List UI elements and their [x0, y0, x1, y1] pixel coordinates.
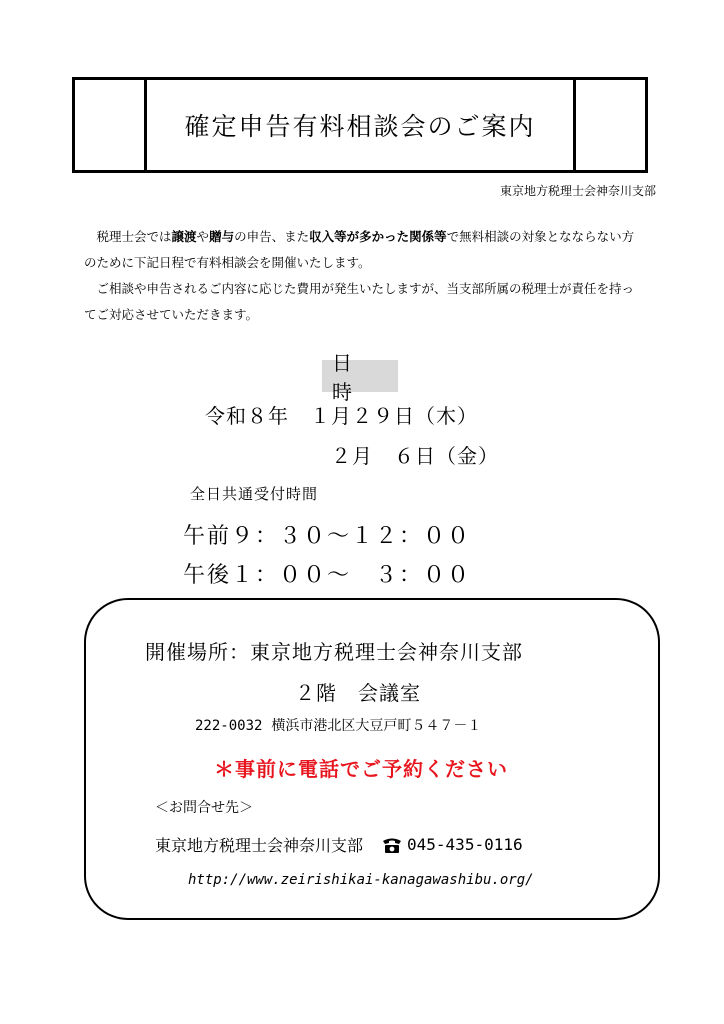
reception-time-am: 午前９：３０～１２：００ [183, 524, 472, 549]
street-address: 横浜市港北区大豆戸町５４７－１ [271, 718, 482, 734]
intro-emphasis: 収入等が多かった関係等 [309, 229, 447, 244]
intro-text-segment: や [196, 229, 210, 244]
title-box-left-cell [75, 80, 147, 170]
page-title: 確定申告有料相談会のご案内 [184, 112, 536, 141]
venue-room: ２階 会議室 [295, 681, 421, 705]
website-url[interactable]: http://www.zeirishikai-kanagawashibu.org/ [188, 872, 534, 888]
intro-text-segment: で無料相談の対象となならない方のために下記日程で有料相談会を開催いたします。 [84, 229, 635, 270]
intro-emphasis: 贈与 [209, 229, 235, 244]
schedule-date-2: ２月 ６日（金） [331, 444, 499, 468]
venue-location: 開催場所：東京地方税理士会神奈川支部 [145, 640, 523, 664]
schedule-date-1: 令和８年 １月２９日（木） [205, 404, 478, 428]
intro-text [84, 224, 644, 328]
organizer-name: 東京地方税理士会神奈川支部 [499, 184, 656, 198]
contact-organization: 東京地方税理士会神奈川支部 [155, 836, 364, 855]
intro-text-segment: ご相談や申告されるご内容に応じた費用が発生いたしますが、当支部所属の税理士が責任を持ってご対応させていただきます。 [84, 281, 635, 322]
intro-emphasis: 譲渡 [171, 229, 197, 244]
intro-paragraph-1 [84, 224, 644, 276]
reception-hours-label: 全日共通受付時間 [190, 485, 319, 503]
postal-code: 222-0032 [195, 718, 263, 734]
reservation-notice: ＊事前に電話でご予約ください [214, 757, 508, 781]
contact-line [155, 833, 523, 856]
venue-address [195, 715, 481, 735]
reception-time-pm: 午後１：００～ ３：００ [183, 563, 472, 588]
intro-text-segment: 税理士会では [96, 229, 172, 244]
title-box [72, 77, 648, 173]
contact-label: ＜お問合せ先＞ [155, 800, 253, 816]
intro-text-segment: の申告、また [234, 229, 310, 244]
contact-phone[interactable]: 045-435-0116 [407, 835, 523, 854]
schedule-heading: 日 時 [322, 360, 398, 392]
title-box-right-cell [573, 80, 645, 170]
intro-paragraph-2 [84, 276, 644, 328]
telephone-icon [381, 836, 403, 854]
